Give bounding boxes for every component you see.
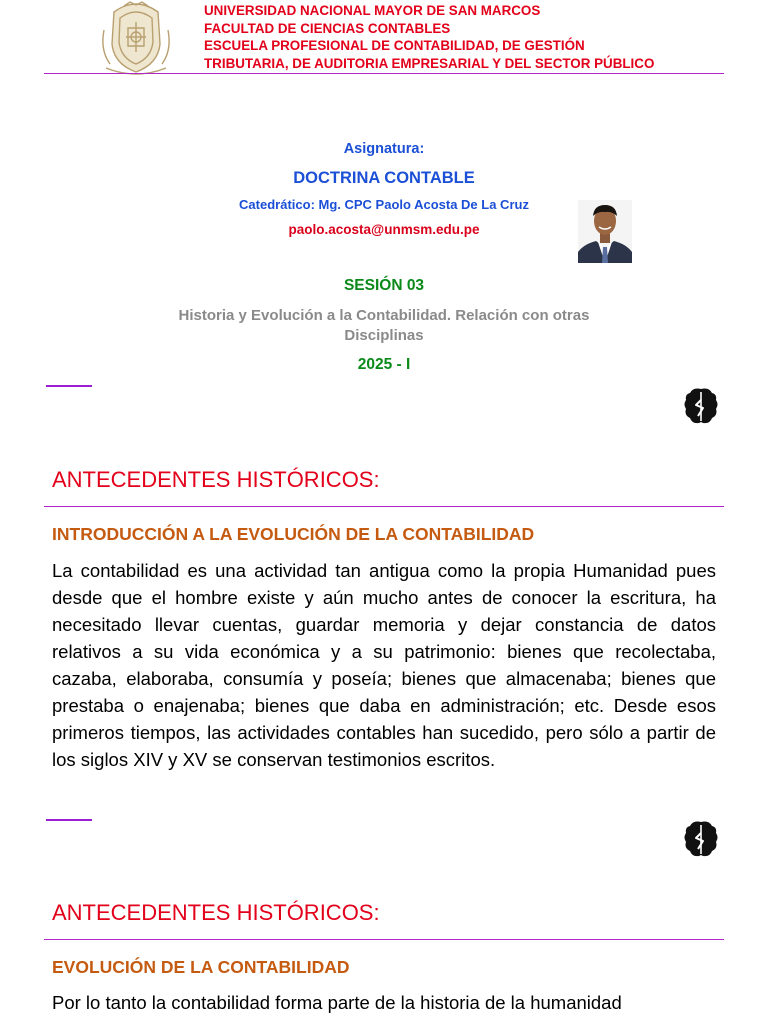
section-body: Por lo tanto la contabilidad forma parte de la historia de la humanidad xyxy=(52,992,622,1013)
instructor-photo xyxy=(578,200,632,263)
subject-label: Asignatura: xyxy=(343,141,425,157)
instructor-email: paolo.acosta@unmsm.edu.pe xyxy=(288,222,480,237)
section-subtitle: EVOLUCIÓN DE LA CONTABILIDAD xyxy=(52,957,350,977)
slide-accent-bar xyxy=(46,819,92,821)
university-line: FACULTAD DE CIENCIAS CONTABLES xyxy=(204,20,451,36)
academic-term: 2025 - I xyxy=(357,356,411,373)
university-line: ESCUELA PROFESIONAL DE CONTABILIDAD, DE GESTIÓN xyxy=(204,38,585,53)
university-line: TRIBUTARIA, DE AUDITORIA EMPRESARIAL Y DEL SECTOR PÚBLICO xyxy=(204,55,655,71)
session-topic-line: Historia y Evolución a la Contabilidad. Relación con otras xyxy=(178,307,590,324)
section-divider xyxy=(44,939,724,940)
session-number: SESIÓN 03 xyxy=(343,277,425,294)
subject-name: DOCTRINA CONTABLE xyxy=(293,169,475,187)
instructor-name: Catedrático: Mg. CPC Paolo Acosta De La Cruz xyxy=(239,197,529,212)
section-body: La contabilidad es una actividad tan antigua como la propia Humanidad pues desde que el hombre existe y aún mucho antes de conocer la escritura, ha necesitado llevar cuentas, guardar memoria y dejar constancia de datos relativos a su vida económica y a su patrimonio: bienes que recolectaba, cazaba, elaboraba, consumía y poseía; bienes que almacenaba; bienes que prestaba o enajenaba; bienes que daba en administración; etc. Desde esos primeros tiempos, las actividades contables han sucedido, pero sólo a partir de los siglos XIV y XV se conservan testimonios escritos. xyxy=(52,560,716,770)
section-title: ANTECEDENTES HISTÓRICOS: xyxy=(52,900,380,925)
section-title: ANTECEDENTES HISTÓRICOS: xyxy=(52,467,380,492)
slide-accent-bar xyxy=(46,385,92,387)
brain-icon xyxy=(683,386,719,426)
university-crest-icon xyxy=(100,0,172,76)
university-header xyxy=(204,2,654,72)
university-line: UNIVERSIDAD NACIONAL MAYOR DE SAN MARCOS xyxy=(204,3,541,18)
section-subtitle: INTRODUCCIÓN A LA EVOLUCIÓN DE LA CONTABILIDAD xyxy=(52,524,535,544)
section-divider xyxy=(44,506,724,507)
session-topic xyxy=(0,306,768,346)
brain-icon xyxy=(683,819,719,859)
header-divider xyxy=(44,73,724,74)
session-topic-line: Disciplinas xyxy=(344,327,424,344)
